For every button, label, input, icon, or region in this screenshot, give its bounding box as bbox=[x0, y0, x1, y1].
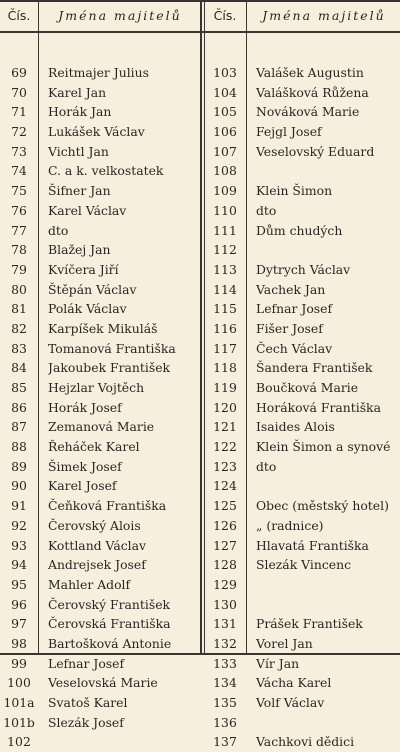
table-row bbox=[0, 142, 400, 162]
house-number-left: 71 bbox=[11, 104, 27, 120]
owner-name-right: Obec (městský hotel) bbox=[256, 498, 389, 514]
table-row bbox=[0, 201, 400, 221]
owner-name-left: Mahler Adolf bbox=[48, 576, 131, 592]
table-row bbox=[0, 240, 400, 260]
house-number-left: 101a bbox=[3, 695, 35, 710]
owner-name-left: Karel Václav bbox=[48, 202, 127, 218]
table-row bbox=[0, 122, 400, 142]
house-number-left: 74 bbox=[11, 163, 27, 179]
house-number-left: 86 bbox=[11, 399, 27, 415]
table-row bbox=[0, 555, 400, 575]
house-number-left: 96 bbox=[11, 596, 27, 612]
table-row bbox=[0, 634, 400, 654]
owner-name-left: Polák Václav bbox=[48, 301, 127, 317]
house-number-right: 117 bbox=[213, 340, 237, 356]
house-number-left: 97 bbox=[11, 616, 27, 632]
header-names-right: Jména majitelů bbox=[262, 8, 386, 23]
house-number-right: 124 bbox=[213, 478, 237, 494]
owner-name-right: dto bbox=[256, 458, 277, 474]
table-row bbox=[0, 575, 400, 595]
owner-name-left: Vichtl Jan bbox=[48, 143, 109, 159]
owner-name-left: Reitmajer Julius bbox=[48, 65, 149, 80]
owner-name-right: Vácha Karel bbox=[256, 675, 332, 691]
house-number-left: 81 bbox=[11, 301, 27, 317]
table-row bbox=[0, 496, 400, 516]
owner-name-right: Vorel Jan bbox=[256, 635, 313, 651]
owner-name-right bbox=[256, 575, 398, 595]
owner-name-left: Bartošková Antonie bbox=[48, 635, 172, 651]
house-number-left: 73 bbox=[11, 143, 27, 159]
owner-name-left: Řeháček Karel bbox=[48, 439, 140, 455]
table-row bbox=[0, 339, 400, 359]
owner-name-left: Tomanová Františka bbox=[48, 340, 176, 356]
owner-name-left: Kvíčera Jiří bbox=[48, 261, 119, 277]
table-row bbox=[0, 457, 400, 477]
owner-name-left: Slezák Josef bbox=[48, 714, 124, 730]
owner-name-left: Svatoš Karel bbox=[48, 695, 128, 710]
owner-name-right: dto bbox=[256, 202, 277, 218]
owner-name-left bbox=[48, 732, 198, 752]
owner-name-right: Valášková Růžena bbox=[256, 84, 369, 100]
owner-name-left: Čerovský Alois bbox=[48, 517, 141, 533]
house-number-right: 113 bbox=[213, 261, 237, 277]
house-number-right: 137 bbox=[213, 734, 237, 750]
owner-name-right: Vachkovi dědici bbox=[256, 734, 355, 750]
owner-name-left: C. a k. velkostatek bbox=[48, 163, 164, 179]
house-number-right: 129 bbox=[213, 576, 237, 592]
house-number-right: 135 bbox=[213, 695, 237, 710]
owner-name-right: Vachek Jan bbox=[256, 281, 326, 297]
owner-name-right: Hlavatá Františka bbox=[256, 537, 369, 553]
house-number-left: 75 bbox=[11, 183, 27, 199]
owner-name-right: Fišer Josef bbox=[256, 320, 323, 336]
house-number-right: 126 bbox=[213, 517, 237, 533]
table-row bbox=[0, 693, 400, 713]
table-row bbox=[0, 378, 400, 398]
house-number-right: 104 bbox=[213, 84, 237, 100]
table-row bbox=[0, 673, 400, 693]
house-number-left: 79 bbox=[11, 261, 27, 277]
house-number-left: 76 bbox=[11, 202, 27, 218]
owner-name-right bbox=[256, 161, 398, 181]
owner-name-left: Štěpán Václav bbox=[48, 281, 137, 297]
house-number-right: 119 bbox=[213, 380, 237, 395]
table-row bbox=[0, 63, 400, 83]
owner-name-left: Andrejsek Josef bbox=[48, 557, 146, 573]
house-number-left: 85 bbox=[11, 380, 27, 395]
table-row bbox=[0, 280, 400, 300]
house-number-left: 69 bbox=[11, 65, 27, 80]
house-number-right: 109 bbox=[213, 183, 237, 199]
house-number-left: 82 bbox=[11, 320, 27, 336]
owner-name-right: Klein Šimon bbox=[256, 183, 333, 199]
house-number-right: 133 bbox=[213, 655, 237, 671]
owner-name-right bbox=[256, 476, 398, 496]
table-row bbox=[0, 299, 400, 319]
table-row bbox=[0, 536, 400, 556]
owner-name-right: Isaides Alois bbox=[256, 419, 335, 435]
owner-name-right: Lefnar Josef bbox=[256, 301, 333, 317]
owner-name-right: Valášek Augustin bbox=[256, 65, 364, 80]
house-number-right: 118 bbox=[213, 360, 237, 376]
header-names-left: Jména majitelů bbox=[58, 8, 182, 23]
table-row bbox=[0, 614, 400, 634]
owner-name-left: Blažej Jan bbox=[48, 242, 111, 258]
house-number-left: 94 bbox=[11, 557, 27, 573]
house-number-left: 95 bbox=[11, 576, 27, 592]
table-row bbox=[0, 358, 400, 378]
owner-name-right: Veselovský Eduard bbox=[256, 143, 375, 159]
house-number-right: 114 bbox=[213, 281, 237, 297]
table-row bbox=[0, 319, 400, 339]
table-row bbox=[0, 654, 400, 674]
owner-name-right: Šandera František bbox=[256, 360, 373, 376]
owner-name-left: Čeňková Františka bbox=[48, 498, 167, 514]
owner-name-right: Horáková Františka bbox=[256, 399, 381, 415]
header-number-left: Čís. bbox=[7, 8, 31, 23]
table-row bbox=[0, 417, 400, 437]
house-number-right: 120 bbox=[213, 399, 237, 415]
house-number-right: 103 bbox=[213, 65, 237, 80]
house-number-right: 110 bbox=[213, 202, 237, 218]
owner-name-left: Lefnar Josef bbox=[48, 655, 125, 671]
house-number-left: 88 bbox=[11, 439, 27, 455]
house-number-left: 72 bbox=[11, 124, 27, 140]
house-number-left: 101b bbox=[3, 714, 35, 730]
owner-name-left: Čerovská Františka bbox=[48, 616, 171, 632]
house-number-left: 87 bbox=[11, 419, 27, 435]
owner-name-right bbox=[256, 713, 398, 733]
owner-name-right: Čech Václav bbox=[256, 340, 333, 356]
house-number-right: 125 bbox=[213, 498, 237, 514]
house-number-left: 99 bbox=[11, 655, 27, 671]
owner-name-left: Karel Josef bbox=[48, 478, 117, 494]
table-row bbox=[0, 713, 400, 733]
house-number-left: 100 bbox=[7, 675, 31, 691]
owners-table bbox=[0, 63, 400, 752]
house-number-right: 123 bbox=[213, 458, 237, 474]
owner-name-right: Dům chudých bbox=[256, 222, 343, 238]
owner-name-left: Hejzlar Vojtěch bbox=[48, 380, 145, 395]
owner-name-left: Čerovský František bbox=[48, 596, 171, 612]
header-number-right: Čís. bbox=[213, 8, 237, 23]
table-row bbox=[0, 102, 400, 122]
owner-name-left: Lukášek Václav bbox=[48, 124, 145, 140]
owner-name-right: Vír Jan bbox=[256, 655, 300, 671]
table-row bbox=[0, 516, 400, 536]
house-number-left: 89 bbox=[11, 458, 27, 474]
table-row bbox=[0, 83, 400, 103]
house-number-right: 130 bbox=[213, 596, 237, 612]
table-row bbox=[0, 398, 400, 418]
table-row bbox=[0, 437, 400, 457]
table-row bbox=[0, 161, 400, 181]
table-row bbox=[0, 260, 400, 280]
house-number-right: 132 bbox=[213, 635, 237, 651]
owner-name-left: Horák Jan bbox=[48, 104, 112, 120]
owner-name-left: Veselovská Marie bbox=[48, 675, 158, 691]
table-row bbox=[0, 476, 400, 496]
table-row bbox=[0, 221, 400, 241]
house-number-left: 90 bbox=[11, 478, 27, 494]
owner-name-right: „ (radnice) bbox=[256, 517, 324, 533]
house-number-left: 78 bbox=[11, 242, 27, 258]
house-number-left: 98 bbox=[11, 635, 27, 651]
owner-name-right: Fejgl Josef bbox=[256, 124, 322, 140]
house-number-left: 91 bbox=[11, 498, 27, 514]
house-number-right: 111 bbox=[213, 222, 237, 238]
house-number-right: 121 bbox=[213, 419, 237, 435]
house-number-left: 70 bbox=[11, 84, 27, 100]
house-number-right: 116 bbox=[213, 320, 237, 336]
house-number-left: 92 bbox=[11, 517, 27, 533]
house-number-left: 84 bbox=[11, 360, 27, 376]
house-number-right: 128 bbox=[213, 557, 237, 573]
owner-name-right: Prášek František bbox=[256, 616, 363, 632]
owner-name-left: Zemanová Marie bbox=[48, 419, 155, 435]
house-number-right: 108 bbox=[213, 163, 237, 179]
house-number-right: 107 bbox=[213, 143, 237, 159]
owner-name-left: dto bbox=[48, 222, 69, 238]
house-number-right: 122 bbox=[213, 439, 237, 455]
house-number-right: 134 bbox=[213, 675, 237, 691]
owner-name-right: Dytrych Václav bbox=[256, 261, 351, 277]
house-number-left: 83 bbox=[11, 340, 27, 356]
table-row bbox=[0, 181, 400, 201]
owner-name-left: Karel Jan bbox=[48, 84, 107, 100]
house-number-right: 112 bbox=[213, 242, 237, 258]
house-number-left: 77 bbox=[11, 222, 27, 238]
owner-name-right: Slezák Vincenc bbox=[256, 557, 352, 573]
owner-name-right: Klein Šimon a synové bbox=[256, 439, 391, 455]
owner-name-right: Boučková Marie bbox=[256, 380, 359, 395]
table-row bbox=[0, 732, 400, 752]
owner-name-left: Šifner Jan bbox=[48, 183, 111, 199]
house-number-right: 131 bbox=[213, 616, 237, 632]
owner-name-left: Horák Josef bbox=[48, 399, 122, 415]
house-number-right: 105 bbox=[213, 104, 237, 120]
house-number-right: 106 bbox=[213, 124, 237, 140]
house-number-left: 93 bbox=[11, 537, 27, 553]
house-number-left: 80 bbox=[11, 281, 27, 297]
owner-name-left: Jakoubek František bbox=[48, 360, 171, 376]
owner-name-right: Volf Václav bbox=[256, 695, 325, 710]
table-row bbox=[0, 595, 400, 615]
owner-name-left: Karpíšek Mikuláš bbox=[48, 320, 158, 336]
house-number-left: 102 bbox=[7, 734, 31, 750]
owner-name-left: Kottland Václav bbox=[48, 537, 147, 553]
owner-name-left: Šimek Josef bbox=[48, 458, 122, 474]
owner-name-right bbox=[256, 240, 398, 260]
owner-name-right: Nováková Marie bbox=[256, 104, 360, 120]
owner-name-right bbox=[256, 595, 398, 615]
house-number-right: 136 bbox=[213, 714, 237, 730]
house-number-right: 127 bbox=[213, 537, 237, 553]
house-number-right: 115 bbox=[213, 301, 237, 317]
